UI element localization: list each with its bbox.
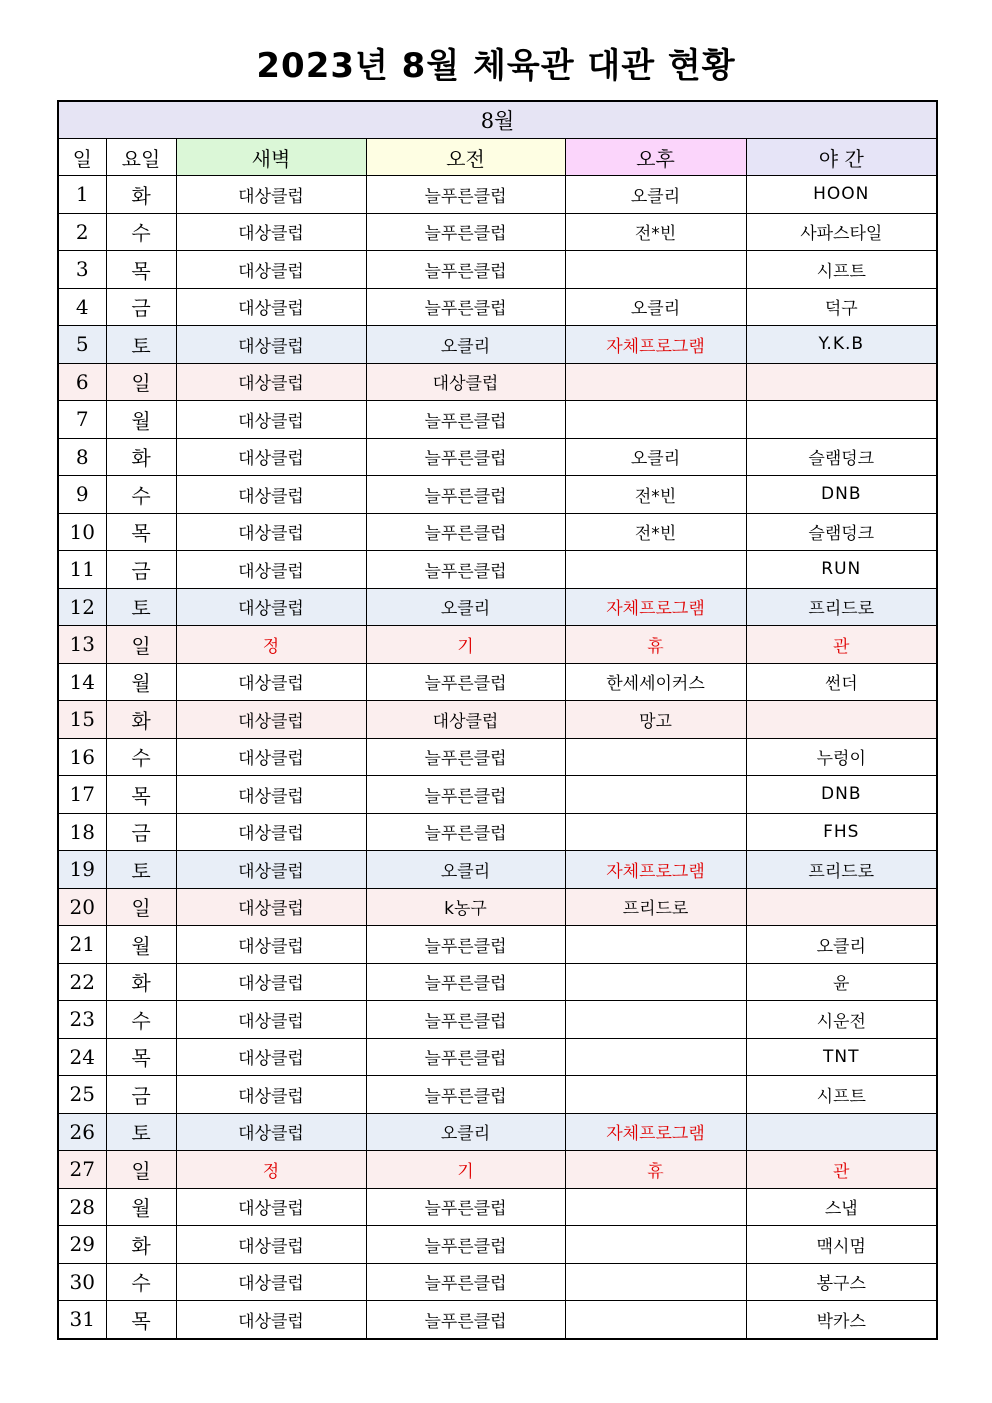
afternoon-cell: 자체프로그램 <box>565 1113 746 1151</box>
day-cell: 26 <box>58 1113 106 1151</box>
day-cell: 15 <box>58 701 106 739</box>
dawn-cell: 대상클럽 <box>176 363 366 401</box>
weekday-cell: 수 <box>106 1263 176 1301</box>
night-cell: 오클리 <box>746 926 937 964</box>
day-cell: 29 <box>58 1226 106 1264</box>
weekday-cell: 화 <box>106 438 176 476</box>
dawn-cell: 대상클럽 <box>176 176 366 214</box>
night-cell: 시프트 <box>746 251 937 289</box>
table-row <box>58 851 937 889</box>
dawn-cell: 대상클럽 <box>176 1113 366 1151</box>
day-cell: 21 <box>58 926 106 964</box>
weekday-cell: 목 <box>106 513 176 551</box>
table-row <box>58 1301 937 1339</box>
afternoon-cell: 자체프로그램 <box>565 588 746 626</box>
dawn-cell: 대상클럽 <box>176 288 366 326</box>
afternoon-cell <box>565 926 746 964</box>
morning-cell: 늘푸른클럽 <box>366 513 565 551</box>
day-cell: 19 <box>58 851 106 889</box>
table-row <box>58 1113 937 1151</box>
dawn-cell: 대상클럽 <box>176 813 366 851</box>
dawn-cell: 대상클럽 <box>176 926 366 964</box>
dawn-cell: 대상클럽 <box>176 663 366 701</box>
dawn-cell: 대상클럽 <box>176 1038 366 1076</box>
day-cell: 18 <box>58 813 106 851</box>
day-cell: 16 <box>58 738 106 776</box>
afternoon-cell <box>565 1001 746 1039</box>
weekday-cell: 화 <box>106 176 176 214</box>
table-row <box>58 513 937 551</box>
month-header-row <box>58 101 937 139</box>
night-cell <box>746 1113 937 1151</box>
header-dawn: 새벽 <box>176 139 366 176</box>
morning-cell: 늘푸른클럽 <box>366 963 565 1001</box>
night-cell: RUN <box>746 551 937 589</box>
day-cell: 6 <box>58 363 106 401</box>
morning-cell: 늘푸른클럽 <box>366 438 565 476</box>
weekday-cell: 금 <box>106 551 176 589</box>
table-row <box>58 1226 937 1264</box>
table-row <box>58 926 937 964</box>
table-row <box>58 963 937 1001</box>
afternoon-cell: 휴 <box>565 626 746 664</box>
night-cell: 시운전 <box>746 1001 937 1039</box>
dawn-cell: 대상클럽 <box>176 888 366 926</box>
dawn-cell: 대상클럽 <box>176 1001 366 1039</box>
night-cell: HOON <box>746 176 937 214</box>
weekday-cell: 일 <box>106 888 176 926</box>
day-cell: 4 <box>58 288 106 326</box>
day-cell: 27 <box>58 1151 106 1189</box>
dawn-cell: 대상클럽 <box>176 588 366 626</box>
table-row <box>58 326 937 364</box>
morning-cell: 늘푸른클럽 <box>366 663 565 701</box>
day-cell: 3 <box>58 251 106 289</box>
morning-cell: 늘푸른클럽 <box>366 476 565 514</box>
table-row <box>58 588 937 626</box>
dawn-cell: 대상클럽 <box>176 776 366 814</box>
weekday-cell: 목 <box>106 776 176 814</box>
weekday-cell: 월 <box>106 401 176 439</box>
night-cell: 슬램덩크 <box>746 438 937 476</box>
table-row <box>58 1076 937 1114</box>
afternoon-cell <box>565 251 746 289</box>
dawn-cell: 정 <box>176 626 366 664</box>
morning-cell: 늘푸른클럽 <box>366 551 565 589</box>
day-cell: 7 <box>58 401 106 439</box>
weekday-cell: 목 <box>106 251 176 289</box>
night-cell: 누렁이 <box>746 738 937 776</box>
table-row <box>58 438 937 476</box>
morning-cell: 늘푸른클럽 <box>366 1076 565 1114</box>
weekday-cell: 수 <box>106 476 176 514</box>
day-cell: 20 <box>58 888 106 926</box>
morning-cell: 대상클럽 <box>366 363 565 401</box>
day-cell: 24 <box>58 1038 106 1076</box>
day-cell: 25 <box>58 1076 106 1114</box>
table-row <box>58 401 937 439</box>
night-cell: 스냅 <box>746 1188 937 1226</box>
weekday-cell: 토 <box>106 851 176 889</box>
night-cell: 사파스타일 <box>746 213 937 251</box>
weekday-cell: 월 <box>106 663 176 701</box>
day-cell: 5 <box>58 326 106 364</box>
table-row <box>58 1151 937 1189</box>
dawn-cell: 대상클럽 <box>176 738 366 776</box>
weekday-cell: 금 <box>106 1076 176 1114</box>
afternoon-cell <box>565 776 746 814</box>
schedule-body <box>58 176 937 1339</box>
afternoon-cell <box>565 1301 746 1339</box>
afternoon-cell <box>565 401 746 439</box>
day-cell: 11 <box>58 551 106 589</box>
table-row <box>58 663 937 701</box>
night-cell: 썬더 <box>746 663 937 701</box>
day-cell: 22 <box>58 963 106 1001</box>
weekday-cell: 화 <box>106 963 176 1001</box>
night-cell: DNB <box>746 476 937 514</box>
morning-cell: 늘푸른클럽 <box>366 926 565 964</box>
morning-cell: 대상클럽 <box>366 701 565 739</box>
night-cell: Y.K.B <box>746 326 937 364</box>
weekday-cell: 화 <box>106 1226 176 1264</box>
morning-cell: 늘푸른클럽 <box>366 1038 565 1076</box>
afternoon-cell: 전*빈 <box>565 213 746 251</box>
day-cell: 14 <box>58 663 106 701</box>
header-day: 일 <box>58 139 106 176</box>
morning-cell: 기 <box>366 626 565 664</box>
morning-cell: 기 <box>366 1151 565 1189</box>
table-row <box>58 701 937 739</box>
month-label: 8월 <box>58 101 937 139</box>
night-cell: 프리드로 <box>746 851 937 889</box>
night-cell <box>746 401 937 439</box>
day-cell: 10 <box>58 513 106 551</box>
night-cell <box>746 363 937 401</box>
weekday-cell: 화 <box>106 701 176 739</box>
morning-cell: 늘푸른클럽 <box>366 1188 565 1226</box>
afternoon-cell <box>565 1038 746 1076</box>
morning-cell: 늘푸른클럽 <box>366 176 565 214</box>
table-row <box>58 1038 937 1076</box>
header-afternoon: 오후 <box>565 139 746 176</box>
table-row <box>58 288 937 326</box>
afternoon-cell: 휴 <box>565 1151 746 1189</box>
morning-cell: 늘푸른클럽 <box>366 776 565 814</box>
dawn-cell: 대상클럽 <box>176 326 366 364</box>
dawn-cell: 대상클럽 <box>176 1263 366 1301</box>
day-cell: 9 <box>58 476 106 514</box>
weekday-cell: 토 <box>106 1113 176 1151</box>
weekday-cell: 금 <box>106 813 176 851</box>
morning-cell: 늘푸른클럽 <box>366 1301 565 1339</box>
day-cell: 23 <box>58 1001 106 1039</box>
afternoon-cell <box>565 1226 746 1264</box>
dawn-cell: 대상클럽 <box>176 476 366 514</box>
day-cell: 28 <box>58 1188 106 1226</box>
night-cell: 관 <box>746 626 937 664</box>
afternoon-cell <box>565 738 746 776</box>
dawn-cell: 대상클럽 <box>176 963 366 1001</box>
afternoon-cell: 한세세이커스 <box>565 663 746 701</box>
night-cell: 박카스 <box>746 1301 937 1339</box>
table-row <box>58 363 937 401</box>
afternoon-cell: 전*빈 <box>565 476 746 514</box>
weekday-cell: 일 <box>106 363 176 401</box>
dawn-cell: 대상클럽 <box>176 1301 366 1339</box>
dawn-cell: 대상클럽 <box>176 438 366 476</box>
table-row <box>58 251 937 289</box>
morning-cell: 늘푸른클럽 <box>366 813 565 851</box>
dawn-cell: 대상클럽 <box>176 1226 366 1264</box>
afternoon-cell <box>565 1076 746 1114</box>
weekday-cell: 목 <box>106 1301 176 1339</box>
morning-cell: 늘푸른클럽 <box>366 738 565 776</box>
weekday-cell: 월 <box>106 1188 176 1226</box>
header-weekday: 요일 <box>106 139 176 176</box>
day-cell: 30 <box>58 1263 106 1301</box>
day-cell: 17 <box>58 776 106 814</box>
day-cell: 1 <box>58 176 106 214</box>
day-cell: 13 <box>58 626 106 664</box>
dawn-cell: 대상클럽 <box>176 701 366 739</box>
table-row <box>58 888 937 926</box>
night-cell: 맥시멈 <box>746 1226 937 1264</box>
dawn-cell: 대상클럽 <box>176 551 366 589</box>
weekday-cell: 토 <box>106 588 176 626</box>
header-morning: 오전 <box>366 139 565 176</box>
table-row <box>58 776 937 814</box>
morning-cell: k농구 <box>366 888 565 926</box>
table-row <box>58 551 937 589</box>
morning-cell: 늘푸른클럽 <box>366 288 565 326</box>
weekday-cell: 수 <box>106 213 176 251</box>
morning-cell: 오클리 <box>366 851 565 889</box>
afternoon-cell <box>565 363 746 401</box>
morning-cell: 늘푸른클럽 <box>366 1226 565 1264</box>
morning-cell: 늘푸른클럽 <box>366 1263 565 1301</box>
weekday-cell: 수 <box>106 738 176 776</box>
dawn-cell: 대상클럽 <box>176 1188 366 1226</box>
morning-cell: 늘푸른클럽 <box>366 1001 565 1039</box>
weekday-cell: 월 <box>106 926 176 964</box>
afternoon-cell <box>565 813 746 851</box>
weekday-cell: 일 <box>106 1151 176 1189</box>
table-row <box>58 626 937 664</box>
night-cell: 슬램덩크 <box>746 513 937 551</box>
night-cell: TNT <box>746 1038 937 1076</box>
table-row <box>58 213 937 251</box>
header-night: 야 간 <box>746 139 937 176</box>
afternoon-cell: 오클리 <box>565 438 746 476</box>
rental-schedule-table <box>57 100 938 1340</box>
dawn-cell: 대상클럽 <box>176 1076 366 1114</box>
afternoon-cell: 오클리 <box>565 288 746 326</box>
day-cell: 8 <box>58 438 106 476</box>
night-cell <box>746 888 937 926</box>
afternoon-cell <box>565 1263 746 1301</box>
night-cell: FHS <box>746 813 937 851</box>
dawn-cell: 대상클럽 <box>176 401 366 439</box>
afternoon-cell <box>565 551 746 589</box>
night-cell: 관 <box>746 1151 937 1189</box>
table-row <box>58 476 937 514</box>
night-cell: 봉구스 <box>746 1263 937 1301</box>
weekday-cell: 토 <box>106 326 176 364</box>
dawn-cell: 대상클럽 <box>176 851 366 889</box>
night-cell <box>746 701 937 739</box>
morning-cell: 늘푸른클럽 <box>366 251 565 289</box>
night-cell: 덕구 <box>746 288 937 326</box>
afternoon-cell: 오클리 <box>565 176 746 214</box>
day-cell: 12 <box>58 588 106 626</box>
afternoon-cell: 망고 <box>565 701 746 739</box>
dawn-cell: 대상클럽 <box>176 213 366 251</box>
dawn-cell: 대상클럽 <box>176 251 366 289</box>
day-cell: 31 <box>58 1301 106 1339</box>
column-header-row <box>58 139 937 176</box>
afternoon-cell: 자체프로그램 <box>565 851 746 889</box>
table-row <box>58 813 937 851</box>
weekday-cell: 금 <box>106 288 176 326</box>
morning-cell: 오클리 <box>366 588 565 626</box>
table-row <box>58 1263 937 1301</box>
weekday-cell: 목 <box>106 1038 176 1076</box>
table-row <box>58 738 937 776</box>
weekday-cell: 일 <box>106 626 176 664</box>
dawn-cell: 대상클럽 <box>176 513 366 551</box>
table-row <box>58 176 937 214</box>
afternoon-cell <box>565 1188 746 1226</box>
night-cell: 시프트 <box>746 1076 937 1114</box>
morning-cell: 늘푸른클럽 <box>366 401 565 439</box>
weekday-cell: 수 <box>106 1001 176 1039</box>
table-row <box>58 1188 937 1226</box>
morning-cell: 오클리 <box>366 1113 565 1151</box>
night-cell: 윤 <box>746 963 937 1001</box>
afternoon-cell: 전*빈 <box>565 513 746 551</box>
page-title: 2023년 8월 체육관 대관 현황 <box>256 46 736 86</box>
afternoon-cell <box>565 963 746 1001</box>
night-cell: DNB <box>746 776 937 814</box>
morning-cell: 늘푸른클럽 <box>366 213 565 251</box>
day-cell: 2 <box>58 213 106 251</box>
afternoon-cell: 자체프로그램 <box>565 326 746 364</box>
dawn-cell: 정 <box>176 1151 366 1189</box>
afternoon-cell: 프리드로 <box>565 888 746 926</box>
night-cell: 프리드로 <box>746 588 937 626</box>
table-row <box>58 1001 937 1039</box>
morning-cell: 오클리 <box>366 326 565 364</box>
